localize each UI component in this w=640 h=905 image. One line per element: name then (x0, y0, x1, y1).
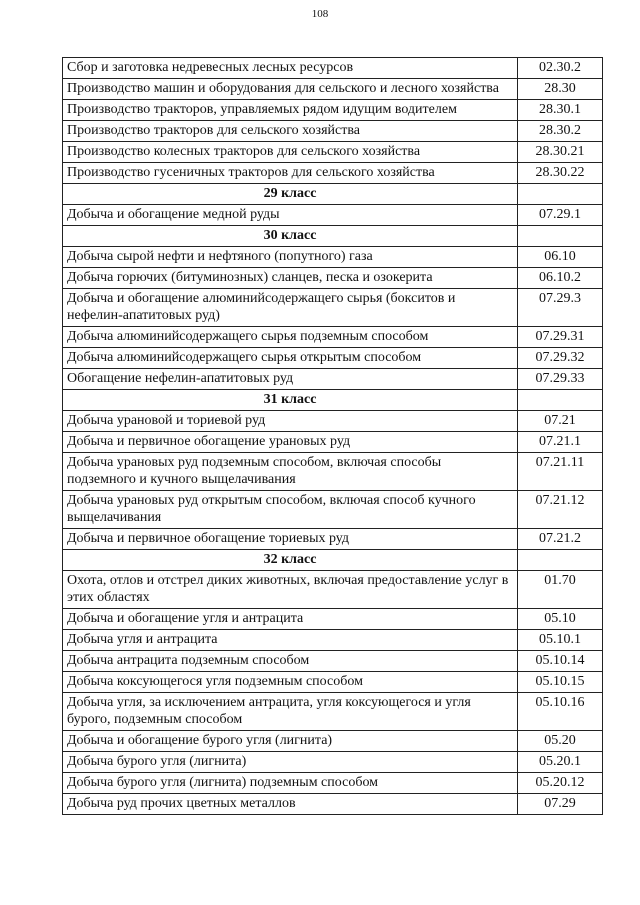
activity-name: Добыча горючих (битуминозных) сланцев, песка и озокерита (63, 268, 518, 289)
activity-code: 07.29.33 (518, 369, 603, 390)
table-row (63, 491, 603, 529)
table-row (63, 348, 603, 369)
activity-name: Добыча урановых руд открытым способом, включая способ кучного выщелачивания (63, 491, 518, 529)
activity-code: 28.30.1 (518, 100, 603, 121)
activity-name: Производство тракторов для сельского хозяйства (63, 121, 518, 142)
activity-code: 07.21.1 (518, 432, 603, 453)
activity-code: 01.70 (518, 571, 603, 609)
section-title: 29 класс (63, 184, 518, 205)
table-row (63, 453, 603, 491)
activity-name: Добыча и первичное обогащение урановых руд (63, 432, 518, 453)
activity-code: 07.29.1 (518, 205, 603, 226)
empty-code-cell (518, 390, 603, 411)
activity-name: Добыча и обогащение бурого угля (лигнита) (63, 731, 518, 752)
activity-code: 07.21.12 (518, 491, 603, 529)
table-row (63, 731, 603, 752)
table-row (63, 773, 603, 794)
activity-code: 05.20 (518, 731, 603, 752)
activity-name: Производство тракторов, управляемых рядом идущим водителем (63, 100, 518, 121)
table-row (63, 79, 603, 100)
activity-name: Добыча алюминийсодержащего сырья подземным способом (63, 327, 518, 348)
activity-name: Производство машин и оборудования для сельского и лесного хозяйства (63, 79, 518, 100)
table-row (63, 630, 603, 651)
section-header-row (63, 390, 603, 411)
table-row (63, 609, 603, 630)
page-number: 108 (311, 8, 329, 20)
empty-code-cell (518, 550, 603, 571)
section-header-row (63, 226, 603, 247)
section-title: 31 класс (63, 390, 518, 411)
activity-name: Добыча и обогащение алюминийсодержащего сырья (бокситов и нефелин-апатитовых руд) (63, 289, 518, 327)
section-header-row (63, 550, 603, 571)
table-row (63, 672, 603, 693)
table-row (63, 369, 603, 390)
activity-name: Добыча бурого угля (лигнита) подземным способом (63, 773, 518, 794)
activity-code: 28.30 (518, 79, 603, 100)
section-header-row (63, 184, 603, 205)
activity-code: 07.29.32 (518, 348, 603, 369)
activity-name: Добыча угля и антрацита (63, 630, 518, 651)
activity-code: 06.10.2 (518, 268, 603, 289)
activity-code: 07.29 (518, 794, 603, 815)
activity-name: Добыча сырой нефти и нефтяного (попутного) газа (63, 247, 518, 268)
table-row (63, 268, 603, 289)
activity-name: Производство колесных тракторов для сельского хозяйства (63, 142, 518, 163)
classification-table (62, 57, 603, 815)
activity-code: 07.21.2 (518, 529, 603, 550)
activity-code: 05.10 (518, 609, 603, 630)
activity-name: Добыча коксующегося угля подземным способом (63, 672, 518, 693)
activity-code: 07.21 (518, 411, 603, 432)
activity-name: Добыча и обогащение медной руды (63, 205, 518, 226)
table-body (63, 58, 603, 815)
table-row (63, 247, 603, 268)
activity-name: Добыча угля, за исключением антрацита, угля коксующегося и угля бурого, подземным способом (63, 693, 518, 731)
table-row (63, 571, 603, 609)
activity-name: Добыча и обогащение угля и антрацита (63, 609, 518, 630)
table-row (63, 100, 603, 121)
section-title: 32 класс (63, 550, 518, 571)
activity-code: 05.10.14 (518, 651, 603, 672)
activity-code: 05.10.1 (518, 630, 603, 651)
table-row (63, 529, 603, 550)
table-row (63, 693, 603, 731)
activity-name: Добыча и первичное обогащение ториевых руд (63, 529, 518, 550)
section-title: 30 класс (63, 226, 518, 247)
activity-code: 07.29.3 (518, 289, 603, 327)
activity-code: 05.10.16 (518, 693, 603, 731)
table-row (63, 121, 603, 142)
table-row (63, 411, 603, 432)
activity-name: Охота, отлов и отстрел диких животных, включая предоставление услуг в этих областях (63, 571, 518, 609)
table-row (63, 794, 603, 815)
table-row (63, 142, 603, 163)
activity-name: Добыча руд прочих цветных металлов (63, 794, 518, 815)
table-row (63, 752, 603, 773)
table-row (63, 432, 603, 453)
table-row (63, 163, 603, 184)
activity-code: 28.30.22 (518, 163, 603, 184)
activity-name: Добыча урановой и ториевой руд (63, 411, 518, 432)
activity-name: Производство гусеничных тракторов для сельского хозяйства (63, 163, 518, 184)
activity-code: 07.21.11 (518, 453, 603, 491)
activity-code: 02.30.2 (518, 58, 603, 79)
activity-code: 07.29.31 (518, 327, 603, 348)
table-row (63, 58, 603, 79)
activity-code: 05.20.12 (518, 773, 603, 794)
table-row (63, 327, 603, 348)
activity-name: Добыча урановых руд подземным способом, включая способы подземного и кучного выщелачивания (63, 453, 518, 491)
activity-code: 06.10 (518, 247, 603, 268)
activity-name: Добыча антрацита подземным способом (63, 651, 518, 672)
empty-code-cell (518, 184, 603, 205)
table-row (63, 651, 603, 672)
table-row (63, 205, 603, 226)
activity-code: 05.20.1 (518, 752, 603, 773)
activity-name: Обогащение нефелин-апатитовых руд (63, 369, 518, 390)
activity-code: 28.30.21 (518, 142, 603, 163)
activity-name: Добыча алюминийсодержащего сырья открытым способом (63, 348, 518, 369)
activity-name: Сбор и заготовка недревесных лесных ресурсов (63, 58, 518, 79)
activity-name: Добыча бурого угля (лигнита) (63, 752, 518, 773)
activity-code: 05.10.15 (518, 672, 603, 693)
table-row (63, 289, 603, 327)
activity-code: 28.30.2 (518, 121, 603, 142)
empty-code-cell (518, 226, 603, 247)
